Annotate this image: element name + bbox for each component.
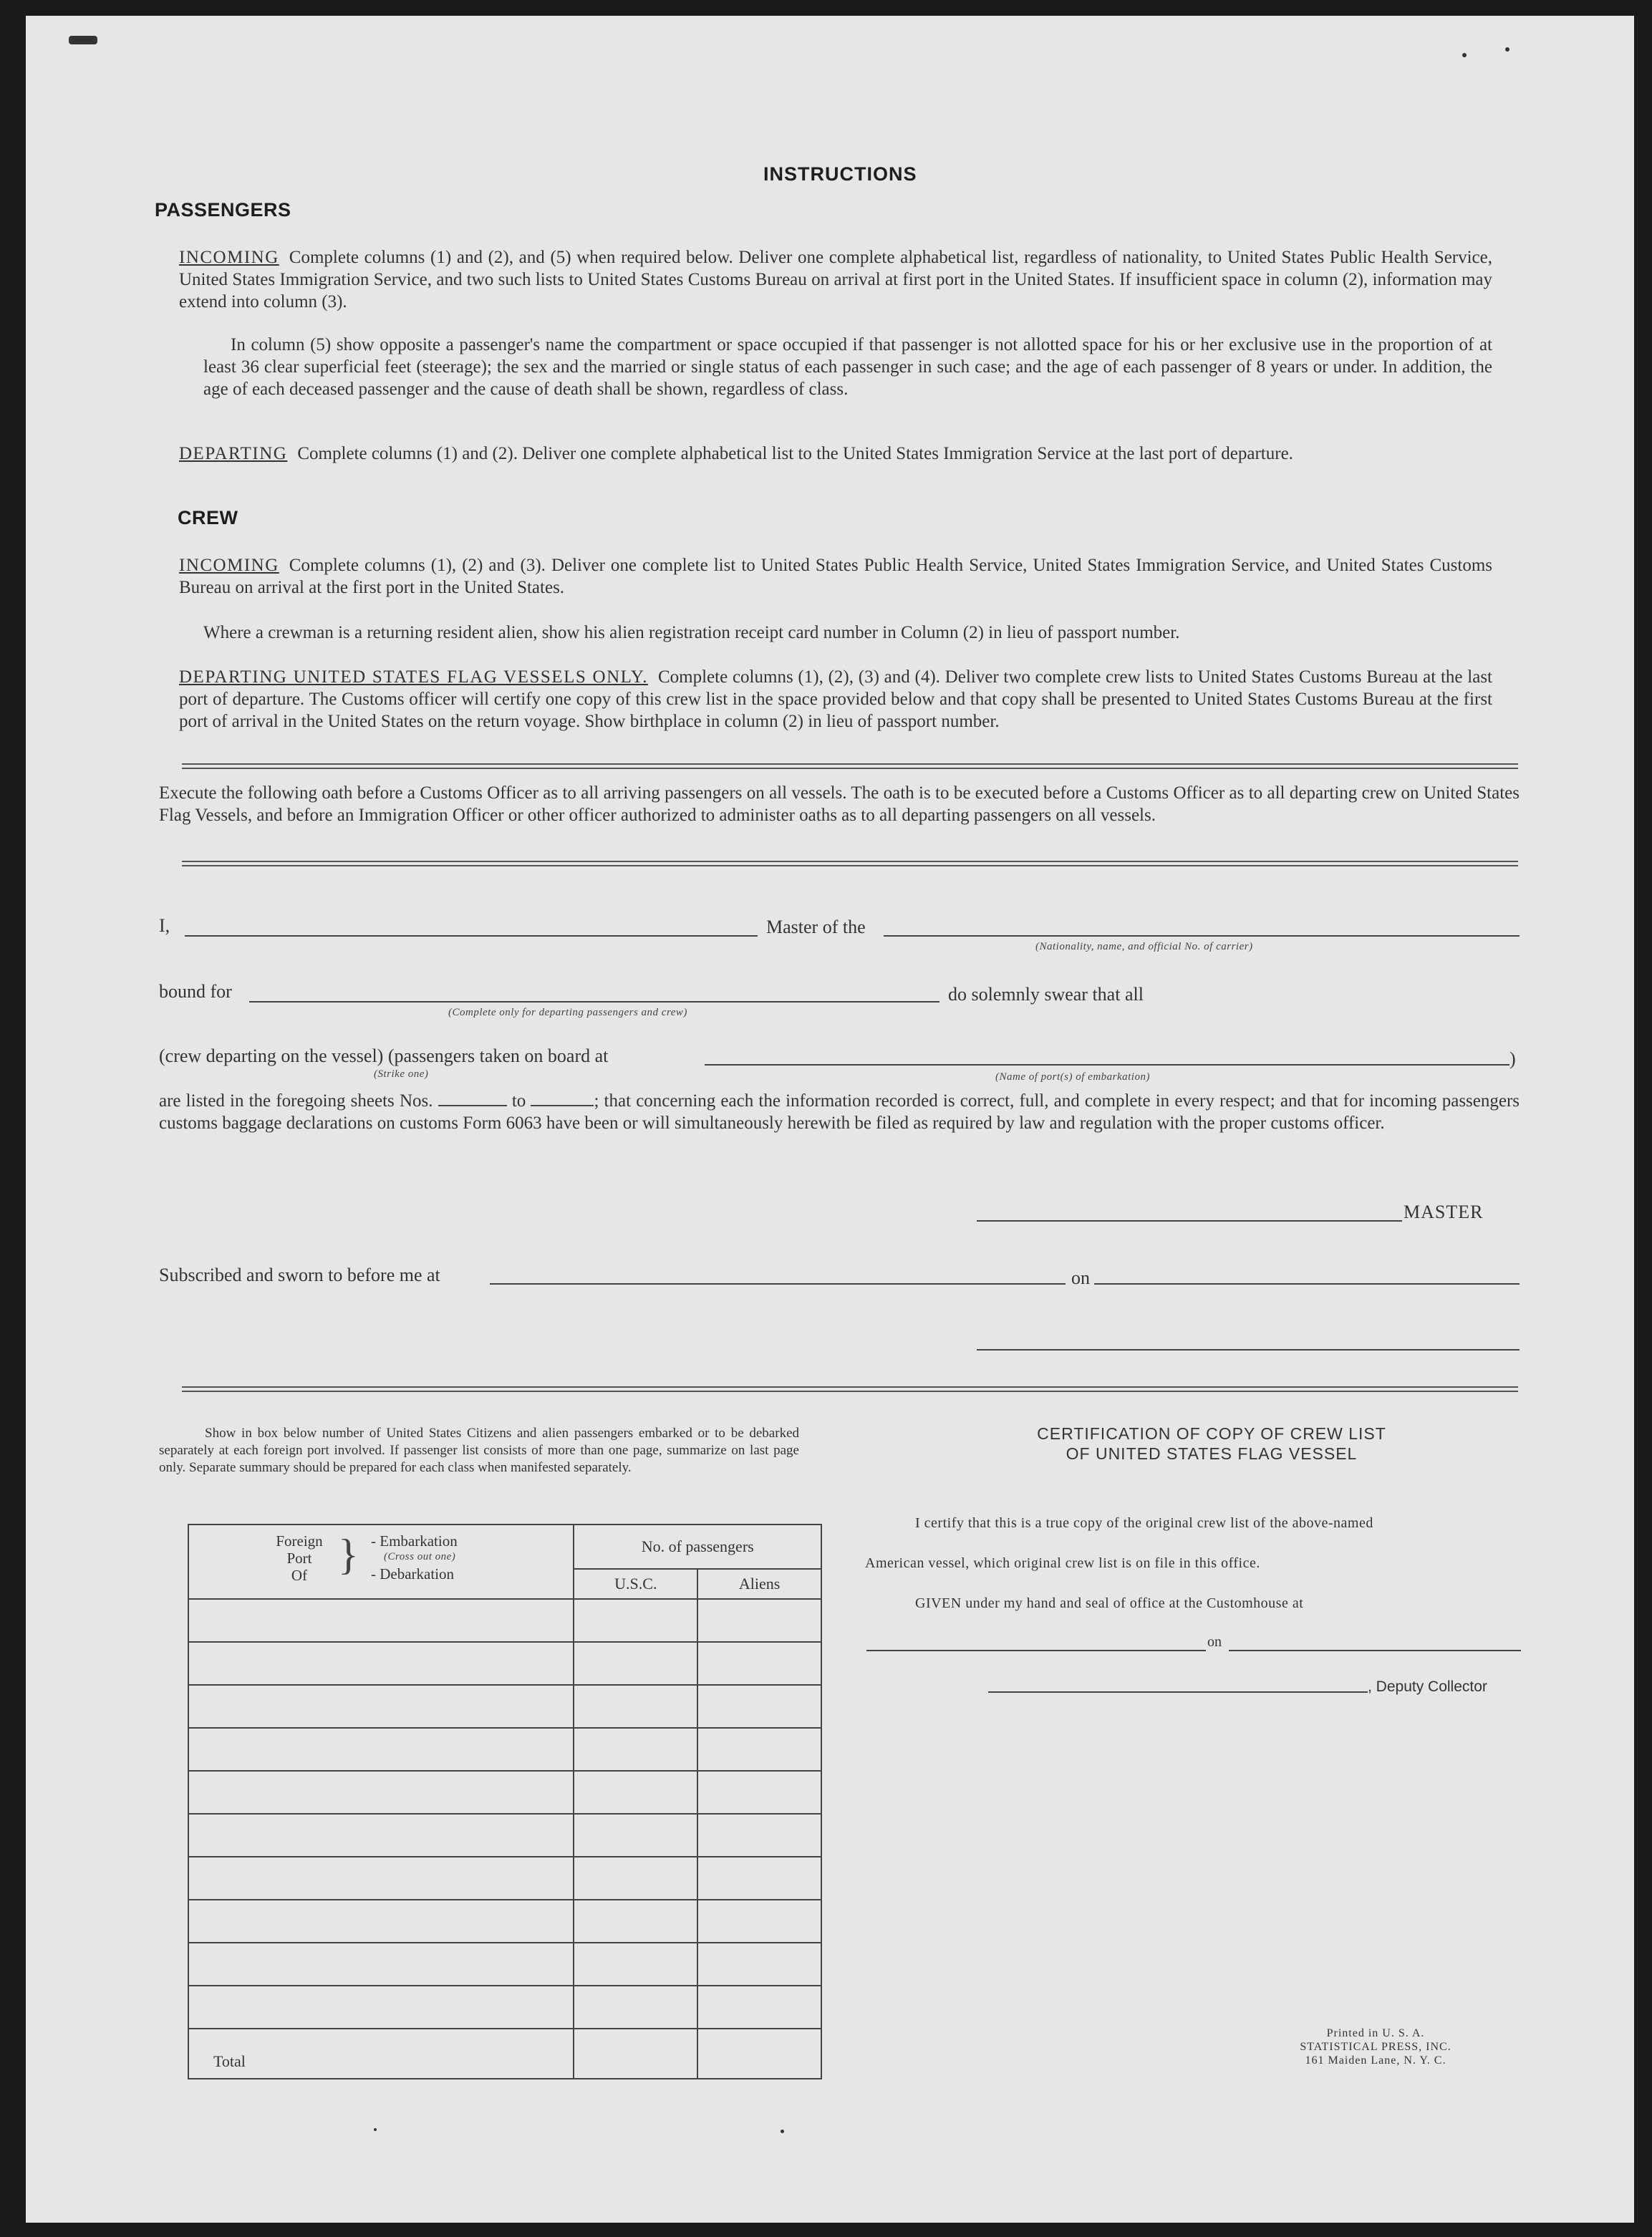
usc-cell[interactable] (574, 1771, 697, 1814)
crew-heading: CREW (178, 507, 238, 528)
passengers-incoming-instruction: INCOMING Complete columns (1) and (2), and (5) when required below. Deliver one complete alphabetical list, regardless of nationality, to United States Public Health Service, United States Immigration Service, and two such lists to United States Customs Bureau on arrival at first port in the United States. If insufficient space in column (2), information may extend into column (3). (179, 248, 1492, 311)
certify-text: I certify that this is a true copy of the original crew list of the above-named (915, 1515, 1373, 1531)
foreign-port-header (188, 1525, 574, 1599)
listed-statement: are listed in the foregoing sheets Nos. to ; that concerning each the information recorded is correct, full, and complete in every respect; and that for incoming passengers customs baggage declarations on customs Form 6063 have been or will simultaneously herewith be filed as required by law and regulation with the proper customs officer. (159, 1091, 1520, 1133)
carrier-note: (Nationality, name, and official No. of carrier) (1035, 941, 1253, 952)
port-cell[interactable] (188, 1685, 574, 1728)
debarkation-label: - Debarkation (371, 1565, 455, 1583)
printer-imprint: Printed in U. S. A. STATISTICAL PRESS, INC. 161 Maiden Lane, N. Y. C. (1300, 2027, 1451, 2067)
foreign-port-label: Foreign Port Of (276, 1532, 323, 1584)
departing-flag-label: DEPARTING UNITED STATES FLAG VESSELS ONLY. (179, 667, 648, 687)
table-row (188, 1857, 821, 1900)
table-row (188, 1599, 821, 1642)
port-cell[interactable] (188, 1986, 574, 2029)
usc-cell[interactable] (574, 1986, 697, 2029)
customhouse-field[interactable] (866, 1650, 1206, 1651)
crew-departing-instruction: DEPARTING UNITED STATES FLAG VESSELS ONLY. Complete columns (1), (2), (3) and (4). Deliver two complete crew lists to United States Customs Bureau at the last port of departure. The Customs officer will certify one copy of this crew list in the space provided below and that copy shall be presented to United States Customs Bureau at the first port of arrival in the United States on the return voyage. Show birthplace in column (2) in lieu of passport number. (179, 667, 1492, 731)
port-cell[interactable] (188, 1900, 574, 1943)
scan-mark (1462, 53, 1467, 57)
aliens-cell[interactable] (697, 1642, 821, 1685)
usc-cell[interactable] (574, 1685, 697, 1728)
officer-signature-field[interactable] (977, 1349, 1520, 1351)
certification-date-field[interactable] (1229, 1650, 1521, 1651)
no-passengers-header: No. of passengers (574, 1525, 821, 1569)
resident-alien-instruction: Where a crewman is a returning resident alien, show his alien registration receipt card number in Column (2) in lieu of passport number. (203, 623, 1180, 642)
port-cell[interactable] (188, 1943, 574, 1986)
page-title: INSTRUCTIONS (763, 163, 917, 185)
port-cell[interactable] (188, 1599, 574, 1642)
american-vessel-text: American vessel, which original crew list is on file in this office. (865, 1555, 1260, 1571)
aliens-total-cell[interactable] (697, 2029, 821, 2079)
sheet-to-field[interactable] (531, 1092, 594, 1106)
port-cell[interactable] (188, 1771, 574, 1814)
total-label: Total (188, 2029, 574, 2079)
cross-out-note: (Cross out one) (384, 1551, 456, 1562)
scan-mark (1505, 47, 1509, 52)
port-cell[interactable] (188, 1814, 574, 1857)
table-row (188, 1771, 821, 1814)
certification-title: CERTIFICATION OF COPY OF CREW LIST OF UNITED STATES FLAG VESSEL (1037, 1424, 1386, 1463)
table-row (188, 1685, 821, 1728)
passengers-heading: PASSENGERS (155, 199, 291, 221)
close-paren: ) (1509, 1048, 1516, 1069)
bound-for-label: bound for (159, 981, 232, 1002)
aliens-cell[interactable] (697, 1599, 821, 1642)
usc-cell[interactable] (574, 1900, 697, 1943)
scan-mark (69, 36, 97, 44)
usc-cell[interactable] (574, 1728, 697, 1771)
table-row (188, 1642, 821, 1685)
oath-divider (182, 861, 1518, 866)
aliens-cell[interactable] (697, 1943, 821, 1986)
master-signature-field[interactable] (977, 1220, 1402, 1222)
sworn-place-field[interactable] (490, 1283, 1066, 1285)
master-name-field[interactable] (185, 935, 758, 937)
form-page (26, 16, 1634, 2223)
deputy-collector-label: , Deputy Collector (1368, 1678, 1487, 1695)
master-of-label: Master of the (766, 917, 866, 937)
certification-on-label: on (1207, 1634, 1222, 1650)
passengers-departing-instruction: DEPARTING Complete columns (1) and (2). Deliver one complete alphabetical list to the United States Immigration Service at the last port of departure. (179, 444, 1293, 463)
oath-intro: Execute the following oath before a Customs Officer as to all arriving passengers on all vessels. The oath is to be executed before a Customs Officer as to all departing crew on United States Flag Vessels, and before an Immigration Officer or other officer authorized to administer oaths as to all departing passengers on all vessels. (159, 783, 1520, 825)
embarkation-label: - Embarkation (371, 1532, 458, 1550)
aliens-cell[interactable] (697, 1728, 821, 1771)
master-label: MASTER (1404, 1202, 1484, 1222)
usc-cell[interactable] (574, 1857, 697, 1900)
section-divider (182, 763, 1518, 769)
port-cell[interactable] (188, 1857, 574, 1900)
aliens-header: Aliens (697, 1569, 821, 1599)
total-row (188, 2029, 821, 2079)
passenger-summary-table (188, 1524, 822, 2079)
table-row (188, 1814, 821, 1857)
usc-cell[interactable] (574, 1642, 697, 1685)
port-cell[interactable] (188, 1642, 574, 1685)
departing-label: DEPARTING (179, 444, 288, 463)
embarkation-ports-field[interactable] (705, 1064, 1509, 1066)
aliens-cell[interactable] (697, 1685, 821, 1728)
scan-mark (374, 2128, 377, 2131)
bound-for-field[interactable] (249, 1001, 939, 1002)
aliens-cell[interactable] (697, 1986, 821, 2029)
lower-divider (182, 1386, 1518, 1392)
table-row (188, 1986, 821, 2029)
table-row (188, 1943, 821, 1986)
usc-cell[interactable] (574, 1599, 697, 1642)
aliens-cell[interactable] (697, 1857, 821, 1900)
table-row (188, 1900, 821, 1943)
aliens-cell[interactable] (697, 1900, 821, 1943)
aliens-cell[interactable] (697, 1771, 821, 1814)
aliens-cell[interactable] (697, 1814, 821, 1857)
incoming-label: INCOMING (179, 248, 279, 267)
carrier-field[interactable] (884, 935, 1520, 937)
port-cell[interactable] (188, 1728, 574, 1771)
crew-passengers-label: (crew departing on the vessel) (passengers taken on board at (159, 1045, 609, 1066)
given-text: GIVEN under my hand and seal of office at the Customhouse at (915, 1595, 1304, 1611)
summary-instructions: Show in box below number of United States Citizens and alien passengers embarked or to be debarked separately at each foreign port involved. If passenger list consists of more than one page, summarize on last page only. Separate summary should be prepared for each class when manifested separately. (159, 1426, 799, 1475)
strike-note: (Strike one) (374, 1068, 429, 1080)
sworn-date-field[interactable] (1094, 1283, 1520, 1285)
column5-instruction: In column (5) show opposite a passenger's name the compartment or space occupied if that passenger is not allotted space for his or her exclusive use in the proportion of at least 36 clear superficial feet (steerage); the sex and the married or single status of each passenger in such case; and the age of each passenger of 8 years or under. In addition, the age of each deceased passenger and the cause of death shall be shown, regardless of class. (203, 335, 1492, 399)
crew-incoming-instruction: INCOMING Complete columns (1), (2) and (3). Deliver one complete list to United States Public Health Service, United States Immigration Service, and United States Customs Bureau on arrival at the first port in the United States. (179, 556, 1492, 597)
brace: } (338, 1531, 359, 1578)
deputy-signature-field[interactable] (988, 1691, 1368, 1693)
usc-cell[interactable] (574, 1814, 697, 1857)
table-row (188, 1728, 821, 1771)
crew-incoming-label: INCOMING (179, 556, 279, 575)
swear-label: do solemnly swear that all (948, 984, 1144, 1005)
usc-cell[interactable] (574, 1943, 697, 1986)
ports-note: (Name of port(s) of embarkation) (995, 1071, 1150, 1083)
usc-header: U.S.C. (574, 1569, 697, 1599)
bound-note: (Complete only for departing passengers and crew) (448, 1007, 687, 1018)
usc-total-cell[interactable] (574, 2029, 697, 2079)
sworn-on-label: on (1071, 1267, 1090, 1288)
subscribed-label: Subscribed and sworn to before me at (159, 1265, 440, 1285)
scan-mark (781, 2130, 784, 2133)
i-label: I, (159, 915, 170, 936)
sheet-from-field[interactable] (438, 1092, 507, 1106)
